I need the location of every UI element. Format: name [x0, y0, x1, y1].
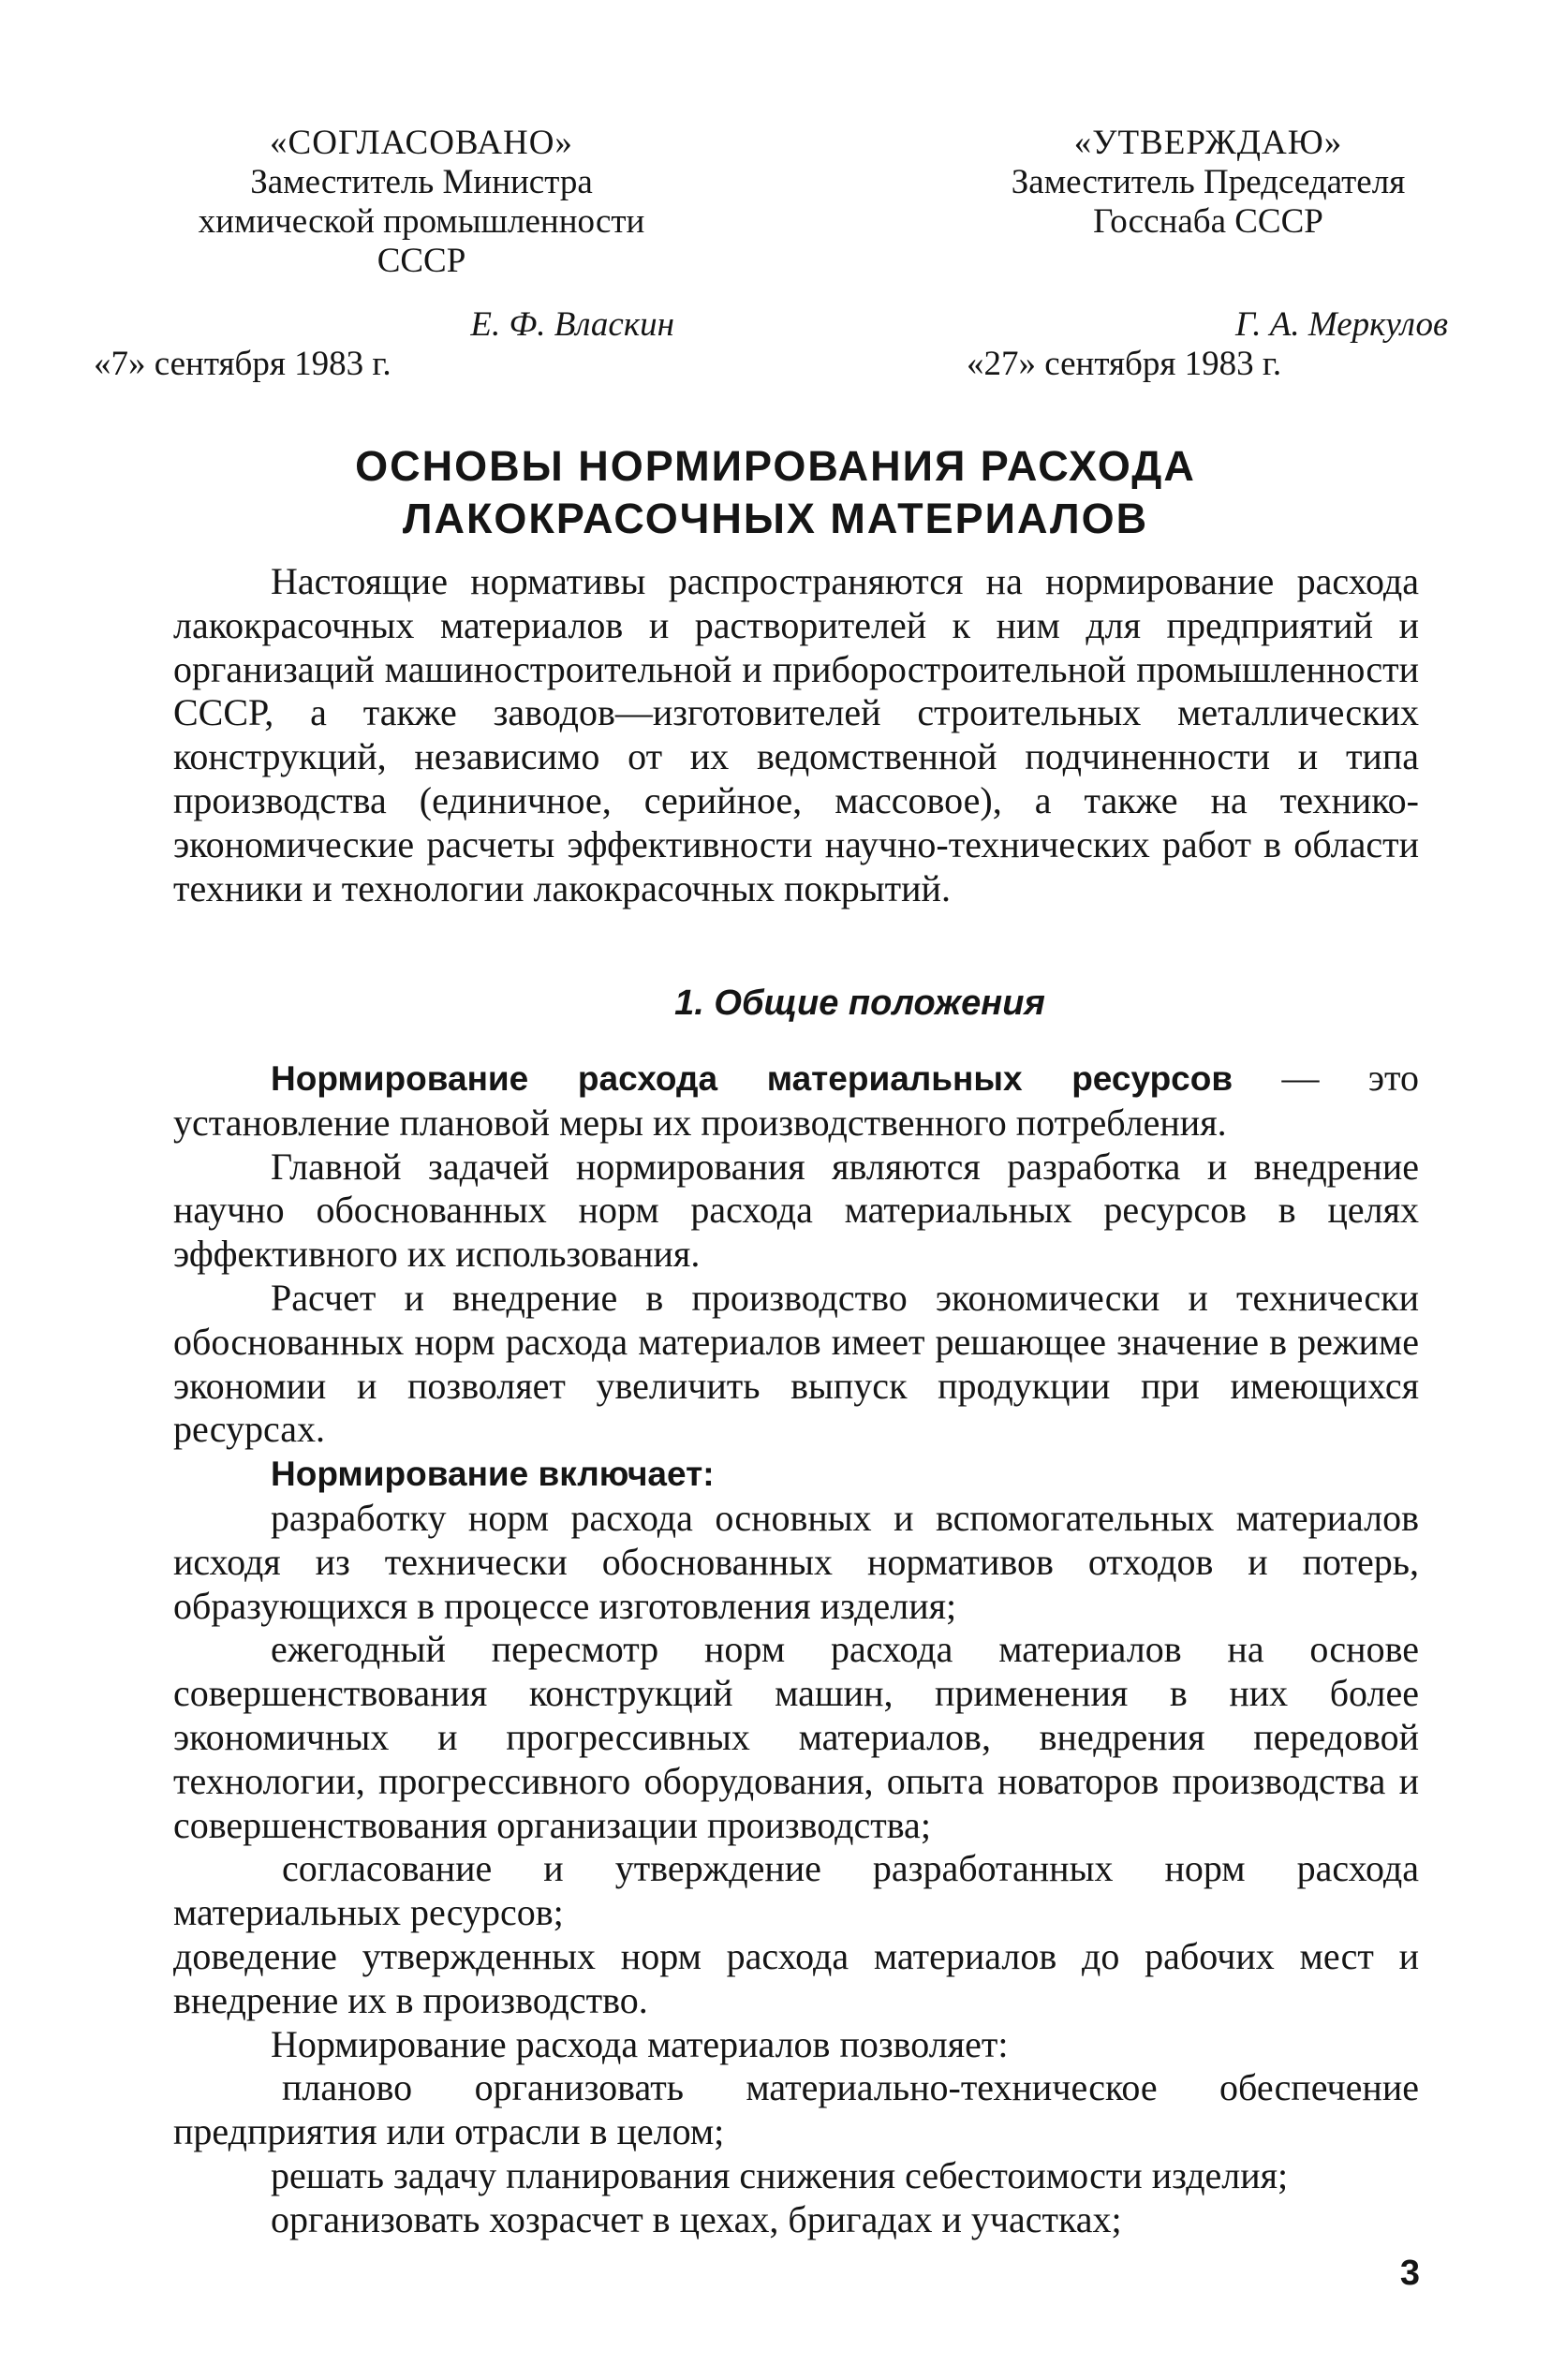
includes-heading-text: Нормирование включает:	[271, 1455, 715, 1494]
left-position-line-2: химической промышленности	[198, 202, 645, 241]
calculation-paragraph: Расчет и внедрение в производство экономически и технически обоснованных норм расхода материалов имеет решающее значение в режиме экономии и позволяет увеличить выпуск продукции при имеющихся ресурсах.	[173, 1276, 1419, 1451]
intro-section	[173, 560, 1419, 910]
right-position-line-2: Госснаба СССР	[1093, 202, 1323, 241]
right-position-line-1: Заместитель Председателя	[1011, 163, 1406, 201]
right-approval-date: «27» сентября 1983 г.	[967, 345, 1282, 383]
left-approval-block	[140, 124, 702, 345]
list-item: ежегодный пересмотр норм расхода материалов на основе совершенствования конструкций машин, применения в них более экономичных и прогрессивных материалов, внедрения передовой технологии, прогрессивного оборудования, опыта новаторов производства и совершенствования организации производства;	[173, 1628, 1419, 1846]
section-body	[173, 1057, 1419, 2242]
left-position-line-3: СССР	[377, 242, 466, 280]
definition-text: — это установление плановой меры их производственного потребления.	[173, 1057, 1419, 1144]
section-heading: 1. Общие положения	[674, 983, 1045, 1023]
list-item: организовать хозрасчет в цехах, бригадах и участках;	[271, 2197, 1122, 2240]
document-title-line-2: ЛАКОКРАСОЧНЫХ МАТЕРИАЛОВ	[402, 495, 1149, 542]
list-item: решать задачу планирования снижения себестоимости изделия;	[271, 2153, 1289, 2196]
left-approval-date: «7» сентября 1983 г.	[94, 345, 391, 383]
includes-heading	[173, 1452, 1419, 1497]
right-signer-name: Г. А. Меркулов	[1235, 305, 1448, 344]
definition-term: Нормирование расхода материальных ресурсов	[271, 1059, 1233, 1098]
definition-paragraph	[173, 1057, 1419, 1146]
list-item: доведение утвержденных норм расхода материалов до рабочих мест и внедрение их в производство.	[173, 1934, 1419, 2021]
agreed-stamp: «СОГЛАСОВАНО»	[270, 124, 573, 162]
right-approval-block	[965, 124, 1452, 345]
intro-paragraph: Настоящие нормативы распространяются на нормирование расхода лакокрасочных материалов и растворителей к ним для предприятий и организаций машиностроительной и приборостроительной промышленности СССР, а также заводов—изготовителей строительных металлических конструкций, независимо от их ведомственной подчиненности и типа производства (единичное, серийное, массовое), а также на технико-экономические расчеты эффективности научно-технических работ в области техники и технологии лакокрасочных покрытий.	[173, 560, 1419, 909]
list-item: согласование и утверждение разработанных норм расхода материальных ресурсов;	[173, 1847, 1419, 1934]
left-position-line-1: Заместитель Министра	[250, 163, 593, 201]
allows-heading: Нормирование расхода материалов позволяет:	[271, 2022, 1009, 2065]
list-item: планово организовать материально-техническое обеспечение предприятия или отрасли в целом;	[173, 2066, 1419, 2153]
left-signer-name: Е. Ф. Власкин	[470, 305, 674, 344]
document-title	[0, 440, 1551, 545]
document-title-line-1: ОСНОВЫ НОРМИРОВАНИЯ РАСХОДА	[355, 442, 1196, 490]
approved-stamp: «УТВЕРЖДАЮ»	[1073, 124, 1343, 162]
page-number: 3	[1399, 2254, 1420, 2293]
list-item: разработку норм расхода основных и вспомогательных материалов исходя из технически обоснованных нормативов отходов и потерь, образующихся в процессе изготовления изделия;	[173, 1496, 1419, 1627]
main-task-paragraph: Главной задачей нормирования являются разработка и внедрение научно обоснованных норм расхода материальных ресурсов в целях эффективного их использования.	[173, 1145, 1419, 1276]
